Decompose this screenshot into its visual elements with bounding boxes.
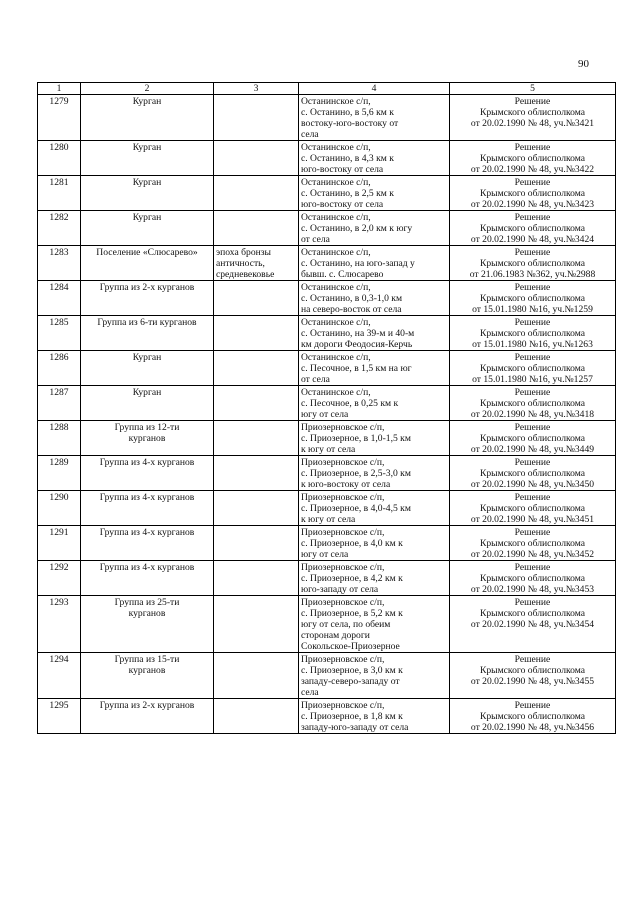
cell-document-line: от 15.01.1980 №16, уч.№1259	[472, 304, 593, 315]
cell-number: 1289	[38, 456, 81, 491]
cell-document-line: Решение	[514, 527, 551, 538]
cell-period-line: античность,	[216, 258, 265, 269]
cell-object-name	[81, 246, 214, 281]
cell-location-line: с. Останино, в 4,3 км к	[301, 153, 394, 164]
cell-location	[299, 526, 450, 561]
cell-document-line: Решение	[514, 422, 551, 433]
cell-object-name-line: Курган	[132, 177, 162, 188]
cell-object-name	[81, 386, 214, 421]
cell-document-line: от 20.02.1990 № 48, уч.№3450	[470, 479, 595, 490]
cell-location	[299, 316, 450, 351]
table-row	[38, 526, 616, 561]
cell-location-line: юго-востоку от села	[301, 199, 384, 210]
cell-location-line: Приозерновское с/п,	[301, 700, 385, 711]
cell-object-name	[81, 281, 214, 316]
table-row	[38, 456, 616, 491]
cell-document-line: Решение	[514, 562, 551, 573]
cell-number: 1279	[38, 95, 81, 141]
cell-document-line: от 20.02.1990 № 48, уч.№3449	[470, 444, 595, 455]
cell-document-line: Крымского облисполкома	[479, 468, 586, 479]
cell-object-name-line: Курган	[132, 387, 162, 398]
table-row	[38, 421, 616, 456]
cell-location-line: Приозерновское с/п,	[301, 492, 385, 503]
cell-period	[214, 95, 299, 141]
cell-object-name-line: Курган	[132, 212, 162, 223]
cell-document	[450, 456, 616, 491]
cell-period	[214, 653, 299, 699]
cell-location-line: с. Приозерное, в 1,0-1,5 км	[301, 433, 411, 444]
cell-location	[299, 699, 450, 734]
cell-object-name	[81, 421, 214, 456]
table-row	[38, 561, 616, 596]
cell-location-line: с. Приозерное, в 5,2 км к	[301, 608, 403, 619]
cell-period	[214, 596, 299, 653]
cell-period-line: средневековье	[216, 269, 275, 280]
cell-document	[450, 95, 616, 141]
cell-document-line: Крымского облисполкома	[479, 665, 586, 676]
cell-object-name-line: Группа из 2-х курганов	[99, 282, 195, 293]
cell-location	[299, 281, 450, 316]
cell-number: 1283	[38, 246, 81, 281]
cell-location-line: Приозерновское с/п,	[301, 457, 385, 468]
table-row	[38, 95, 616, 141]
cell-object-name	[81, 526, 214, 561]
cell-document	[450, 281, 616, 316]
cell-location-line: Останинское с/п,	[301, 387, 371, 398]
cell-object-name	[81, 456, 214, 491]
cell-location-line: Приозерновское с/п,	[301, 562, 385, 573]
cell-object-name-line: Группа из 4-х курганов	[99, 457, 195, 468]
cell-location-line: с. Песочное, в 1,5 км на юг	[301, 363, 412, 374]
cell-document-line: от 20.02.1990 № 48, уч.№3424	[470, 234, 595, 245]
cell-object-name-line: курганов	[128, 608, 166, 619]
cell-document	[450, 351, 616, 386]
cell-object-name	[81, 596, 214, 653]
table-row	[38, 596, 616, 653]
cell-location	[299, 456, 450, 491]
table-row	[38, 281, 616, 316]
cell-number: 1285	[38, 316, 81, 351]
cell-document	[450, 699, 616, 734]
cell-period	[214, 421, 299, 456]
cell-document-line: Крымского облисполкома	[479, 608, 586, 619]
cell-document-line: Крымского облисполкома	[479, 503, 586, 514]
cell-document-line: Решение	[514, 352, 551, 363]
cell-object-name-line: Группа из 6-ти курганов	[97, 317, 197, 328]
cell-document-line: Крымского облисполкома	[479, 107, 586, 118]
cell-document-line: Крымского облисполкома	[479, 433, 586, 444]
cell-location-line: с. Приозерное, в 1,8 км к	[301, 711, 403, 722]
cell-location	[299, 491, 450, 526]
cell-object-name	[81, 653, 214, 699]
cell-number: 1290	[38, 491, 81, 526]
cell-location	[299, 653, 450, 699]
cell-object-name	[81, 491, 214, 526]
cell-number: 1284	[38, 281, 81, 316]
cell-document-line: Решение	[514, 317, 551, 328]
cell-document-line: Крымского облисполкома	[479, 363, 586, 374]
cell-document-line: Решение	[514, 96, 551, 107]
cell-location-line: Останинское с/п,	[301, 282, 371, 293]
cell-document-line: от 20.02.1990 № 48, уч.№3422	[470, 164, 595, 175]
cell-document-line: Решение	[514, 597, 551, 608]
header-row	[38, 83, 616, 95]
cell-document	[450, 176, 616, 211]
cell-document-line: Крымского облисполкома	[479, 573, 586, 584]
cell-object-name-line: Группа из 4-х курганов	[99, 562, 195, 573]
cell-document	[450, 141, 616, 176]
cell-number: 1293	[38, 596, 81, 653]
cell-document-line: Крымского облисполкома	[479, 538, 586, 549]
cell-object-name	[81, 211, 214, 246]
cell-location-line: с. Останино, на 39-м и 40-м	[301, 328, 415, 339]
cell-document-line: Решение	[514, 212, 551, 223]
cell-location-line: западу-северо-западу от	[301, 676, 400, 687]
cell-document-line: Решение	[514, 387, 551, 398]
cell-document-line: Решение	[514, 142, 551, 153]
cell-location	[299, 561, 450, 596]
cell-number: 1282	[38, 211, 81, 246]
cell-object-name-line: Курган	[132, 352, 162, 363]
cell-period	[214, 246, 299, 281]
cell-document-line: от 20.02.1990 № 48, уч.№3418	[470, 409, 595, 420]
cell-location	[299, 176, 450, 211]
cell-number: 1281	[38, 176, 81, 211]
cell-location-line: Приозерновское с/п,	[301, 597, 385, 608]
cell-document-line: Решение	[514, 247, 551, 258]
column-header-3: 3	[214, 83, 299, 95]
cell-object-name-line: курганов	[128, 433, 166, 444]
cell-object-name-line: Курган	[132, 96, 162, 107]
cell-location	[299, 141, 450, 176]
cell-document-line: Крымского облисполкома	[479, 328, 586, 339]
cell-object-name	[81, 561, 214, 596]
cell-object-name-line: Группа из 25-ти	[114, 597, 180, 608]
cell-location-line: с. Приозерное, в 4,0 км к	[301, 538, 403, 549]
cell-document-line: от 20.02.1990 № 48, уч.№3456	[470, 722, 595, 733]
cell-location	[299, 95, 450, 141]
cell-object-name-line: Группа из 12-ти	[114, 422, 180, 433]
cell-document	[450, 491, 616, 526]
cell-period	[214, 316, 299, 351]
cell-document-line: от 15.01.1980 №16, уч.№1263	[472, 339, 593, 350]
cell-location-line: села	[301, 687, 319, 698]
cell-number: 1280	[38, 141, 81, 176]
cell-location-line: с. Останино, на юго-запад у	[301, 258, 415, 269]
column-header-4: 4	[299, 83, 450, 95]
cell-location-line: от села	[301, 234, 330, 245]
cell-location-line: Останинское с/п,	[301, 352, 371, 363]
cell-location-line: Приозерновское с/п,	[301, 422, 385, 433]
cell-document-line: Решение	[514, 492, 551, 503]
cell-document-line: от 20.02.1990 № 48, уч.№3455	[470, 676, 595, 687]
cell-location	[299, 246, 450, 281]
cell-location-line: юго-востоку от села	[301, 164, 384, 175]
cell-location-line: бывш. с. Слюсарево	[301, 269, 384, 280]
cell-document-line: Решение	[514, 654, 551, 665]
cell-document	[450, 211, 616, 246]
cell-object-name-line: Курган	[132, 142, 162, 153]
cell-location	[299, 421, 450, 456]
cell-document-line: от 20.02.1990 № 48, уч.№3453	[470, 584, 595, 595]
table-row	[38, 491, 616, 526]
table-row	[38, 699, 616, 734]
page-number: 90	[578, 58, 589, 70]
cell-period	[214, 351, 299, 386]
cell-document-line: от 15.01.1980 №16, уч.№1257	[472, 374, 593, 385]
cell-location-line: востоку-юго-востоку от	[301, 118, 399, 129]
table-row	[38, 351, 616, 386]
cell-location	[299, 211, 450, 246]
cell-object-name-line: курганов	[128, 665, 166, 676]
cell-location-line: с. Приозерное, в 2,5-3,0 км	[301, 468, 411, 479]
cell-document-line: Крымского облисполкома	[479, 293, 586, 304]
cell-document	[450, 526, 616, 561]
cell-document-line: от 21.06.1983 №362, уч.№2988	[469, 269, 596, 280]
cell-location-line: Останинское с/п,	[301, 177, 371, 188]
table-row	[38, 211, 616, 246]
cell-number: 1286	[38, 351, 81, 386]
cell-document	[450, 421, 616, 456]
cell-location-line: югу от села	[301, 549, 349, 560]
cell-location-line: Приозерновское с/п,	[301, 527, 385, 538]
cell-document	[450, 316, 616, 351]
cell-location-line: Останинское с/п,	[301, 142, 371, 153]
cell-document-line: Крымского облисполкома	[479, 258, 586, 269]
cell-number: 1294	[38, 653, 81, 699]
cell-document-line: Крымского облисполкома	[479, 188, 586, 199]
cell-document	[450, 653, 616, 699]
cell-location	[299, 351, 450, 386]
cell-location-line: с. Останино, в 2,0 км к югу	[301, 223, 413, 234]
cell-location-line: Останинское с/п,	[301, 247, 371, 258]
cell-location-line: с. Останино, в 5,6 км к	[301, 107, 394, 118]
cell-document-line: Крымского облисполкома	[479, 223, 586, 234]
table-row	[38, 246, 616, 281]
cell-location-line: к югу от села	[301, 444, 356, 455]
cell-object-name-line: Группа из 4-х курганов	[99, 492, 195, 503]
cell-document-line: Решение	[514, 282, 551, 293]
cell-document-line: от 20.02.1990 № 48, уч.№3421	[470, 118, 595, 129]
cell-object-name	[81, 351, 214, 386]
cell-document-line: от 20.02.1990 № 48, уч.№3423	[470, 199, 595, 210]
cell-object-name	[81, 176, 214, 211]
cell-object-name-line: Группа из 2-х курганов	[99, 700, 195, 711]
cell-document-line: Решение	[514, 700, 551, 711]
cell-document	[450, 246, 616, 281]
cell-location-line: Приозерновское с/п,	[301, 654, 385, 665]
cell-number: 1292	[38, 561, 81, 596]
cell-document-line: Решение	[514, 177, 551, 188]
cell-number: 1288	[38, 421, 81, 456]
cell-location-line: Останинское с/п,	[301, 212, 371, 223]
cell-location-line: Останинское с/п,	[301, 96, 371, 107]
cell-location-line: югу от села	[301, 409, 349, 420]
cell-location-line: с. Приозерное, в 4,2 км к	[301, 573, 403, 584]
cell-location-line: сторонам дороги	[301, 630, 370, 641]
cell-location-line: села	[301, 129, 319, 140]
heritage-registry-table	[37, 82, 616, 734]
cell-location-line: с. Приозерное, в 3,0 км к	[301, 665, 403, 676]
cell-document-line: от 20.02.1990 № 48, уч.№3452	[470, 549, 595, 560]
cell-document-line: Крымского облисполкома	[479, 711, 586, 722]
cell-location-line: км дороги Феодосия-Керчь	[301, 339, 413, 350]
cell-object-name-line: Поселение «Слюсарево»	[96, 247, 198, 258]
cell-location-line: на северо-восток от села	[301, 304, 402, 315]
cell-location-line: западу-юго-западу от села	[301, 722, 409, 733]
cell-object-name	[81, 141, 214, 176]
cell-location-line: к югу от села	[301, 514, 356, 525]
cell-period	[214, 176, 299, 211]
cell-document-line: от 20.02.1990 № 48, уч.№3451	[470, 514, 595, 525]
column-header-5: 5	[450, 83, 616, 95]
table-row	[38, 653, 616, 699]
cell-location-line: от села	[301, 374, 330, 385]
cell-location-line: югу от села, по обеим	[301, 619, 391, 630]
cell-document	[450, 561, 616, 596]
cell-object-name	[81, 316, 214, 351]
cell-location	[299, 596, 450, 653]
cell-location-line: с. Останино, в 2,5 км к	[301, 188, 394, 199]
cell-document-line: Решение	[514, 457, 551, 468]
table-row	[38, 176, 616, 211]
cell-period	[214, 526, 299, 561]
cell-location-line: юго-западу от села	[301, 584, 379, 595]
cell-period	[214, 491, 299, 526]
cell-period	[214, 456, 299, 491]
cell-period	[214, 141, 299, 176]
cell-document-line: от 20.02.1990 № 48, уч.№3454	[470, 619, 595, 630]
cell-document-line: Крымского облисполкома	[479, 153, 586, 164]
cell-period-line: эпоха бронзы	[216, 247, 271, 258]
cell-location	[299, 386, 450, 421]
cell-object-name	[81, 95, 214, 141]
table-row	[38, 316, 616, 351]
table-body	[38, 95, 616, 734]
cell-location-line: к юго-востоку от села	[301, 479, 391, 490]
column-header-1: 1	[38, 83, 81, 95]
cell-number: 1295	[38, 699, 81, 734]
cell-period	[214, 281, 299, 316]
cell-location-line: Останинское с/п,	[301, 317, 371, 328]
cell-number: 1287	[38, 386, 81, 421]
cell-period	[214, 211, 299, 246]
cell-location-line: с. Песочное, в 0,25 км к	[301, 398, 399, 409]
cell-location-line: Сокольское-Приозерное	[301, 641, 400, 652]
cell-location-line: с. Приозерное, в 4,0-4,5 км	[301, 503, 411, 514]
column-header-2: 2	[81, 83, 214, 95]
cell-location-line: с. Останино, в 0,3-1,0 км	[301, 293, 403, 304]
table-row	[38, 141, 616, 176]
cell-document-line: Крымского облисполкома	[479, 398, 586, 409]
cell-number: 1291	[38, 526, 81, 561]
cell-document	[450, 596, 616, 653]
cell-period	[214, 561, 299, 596]
cell-object-name-line: Группа из 15-ти	[114, 654, 180, 665]
cell-period	[214, 386, 299, 421]
cell-period	[214, 699, 299, 734]
cell-object-name	[81, 699, 214, 734]
table-row	[38, 386, 616, 421]
cell-object-name-line: Группа из 4-х курганов	[99, 527, 195, 538]
cell-document	[450, 386, 616, 421]
